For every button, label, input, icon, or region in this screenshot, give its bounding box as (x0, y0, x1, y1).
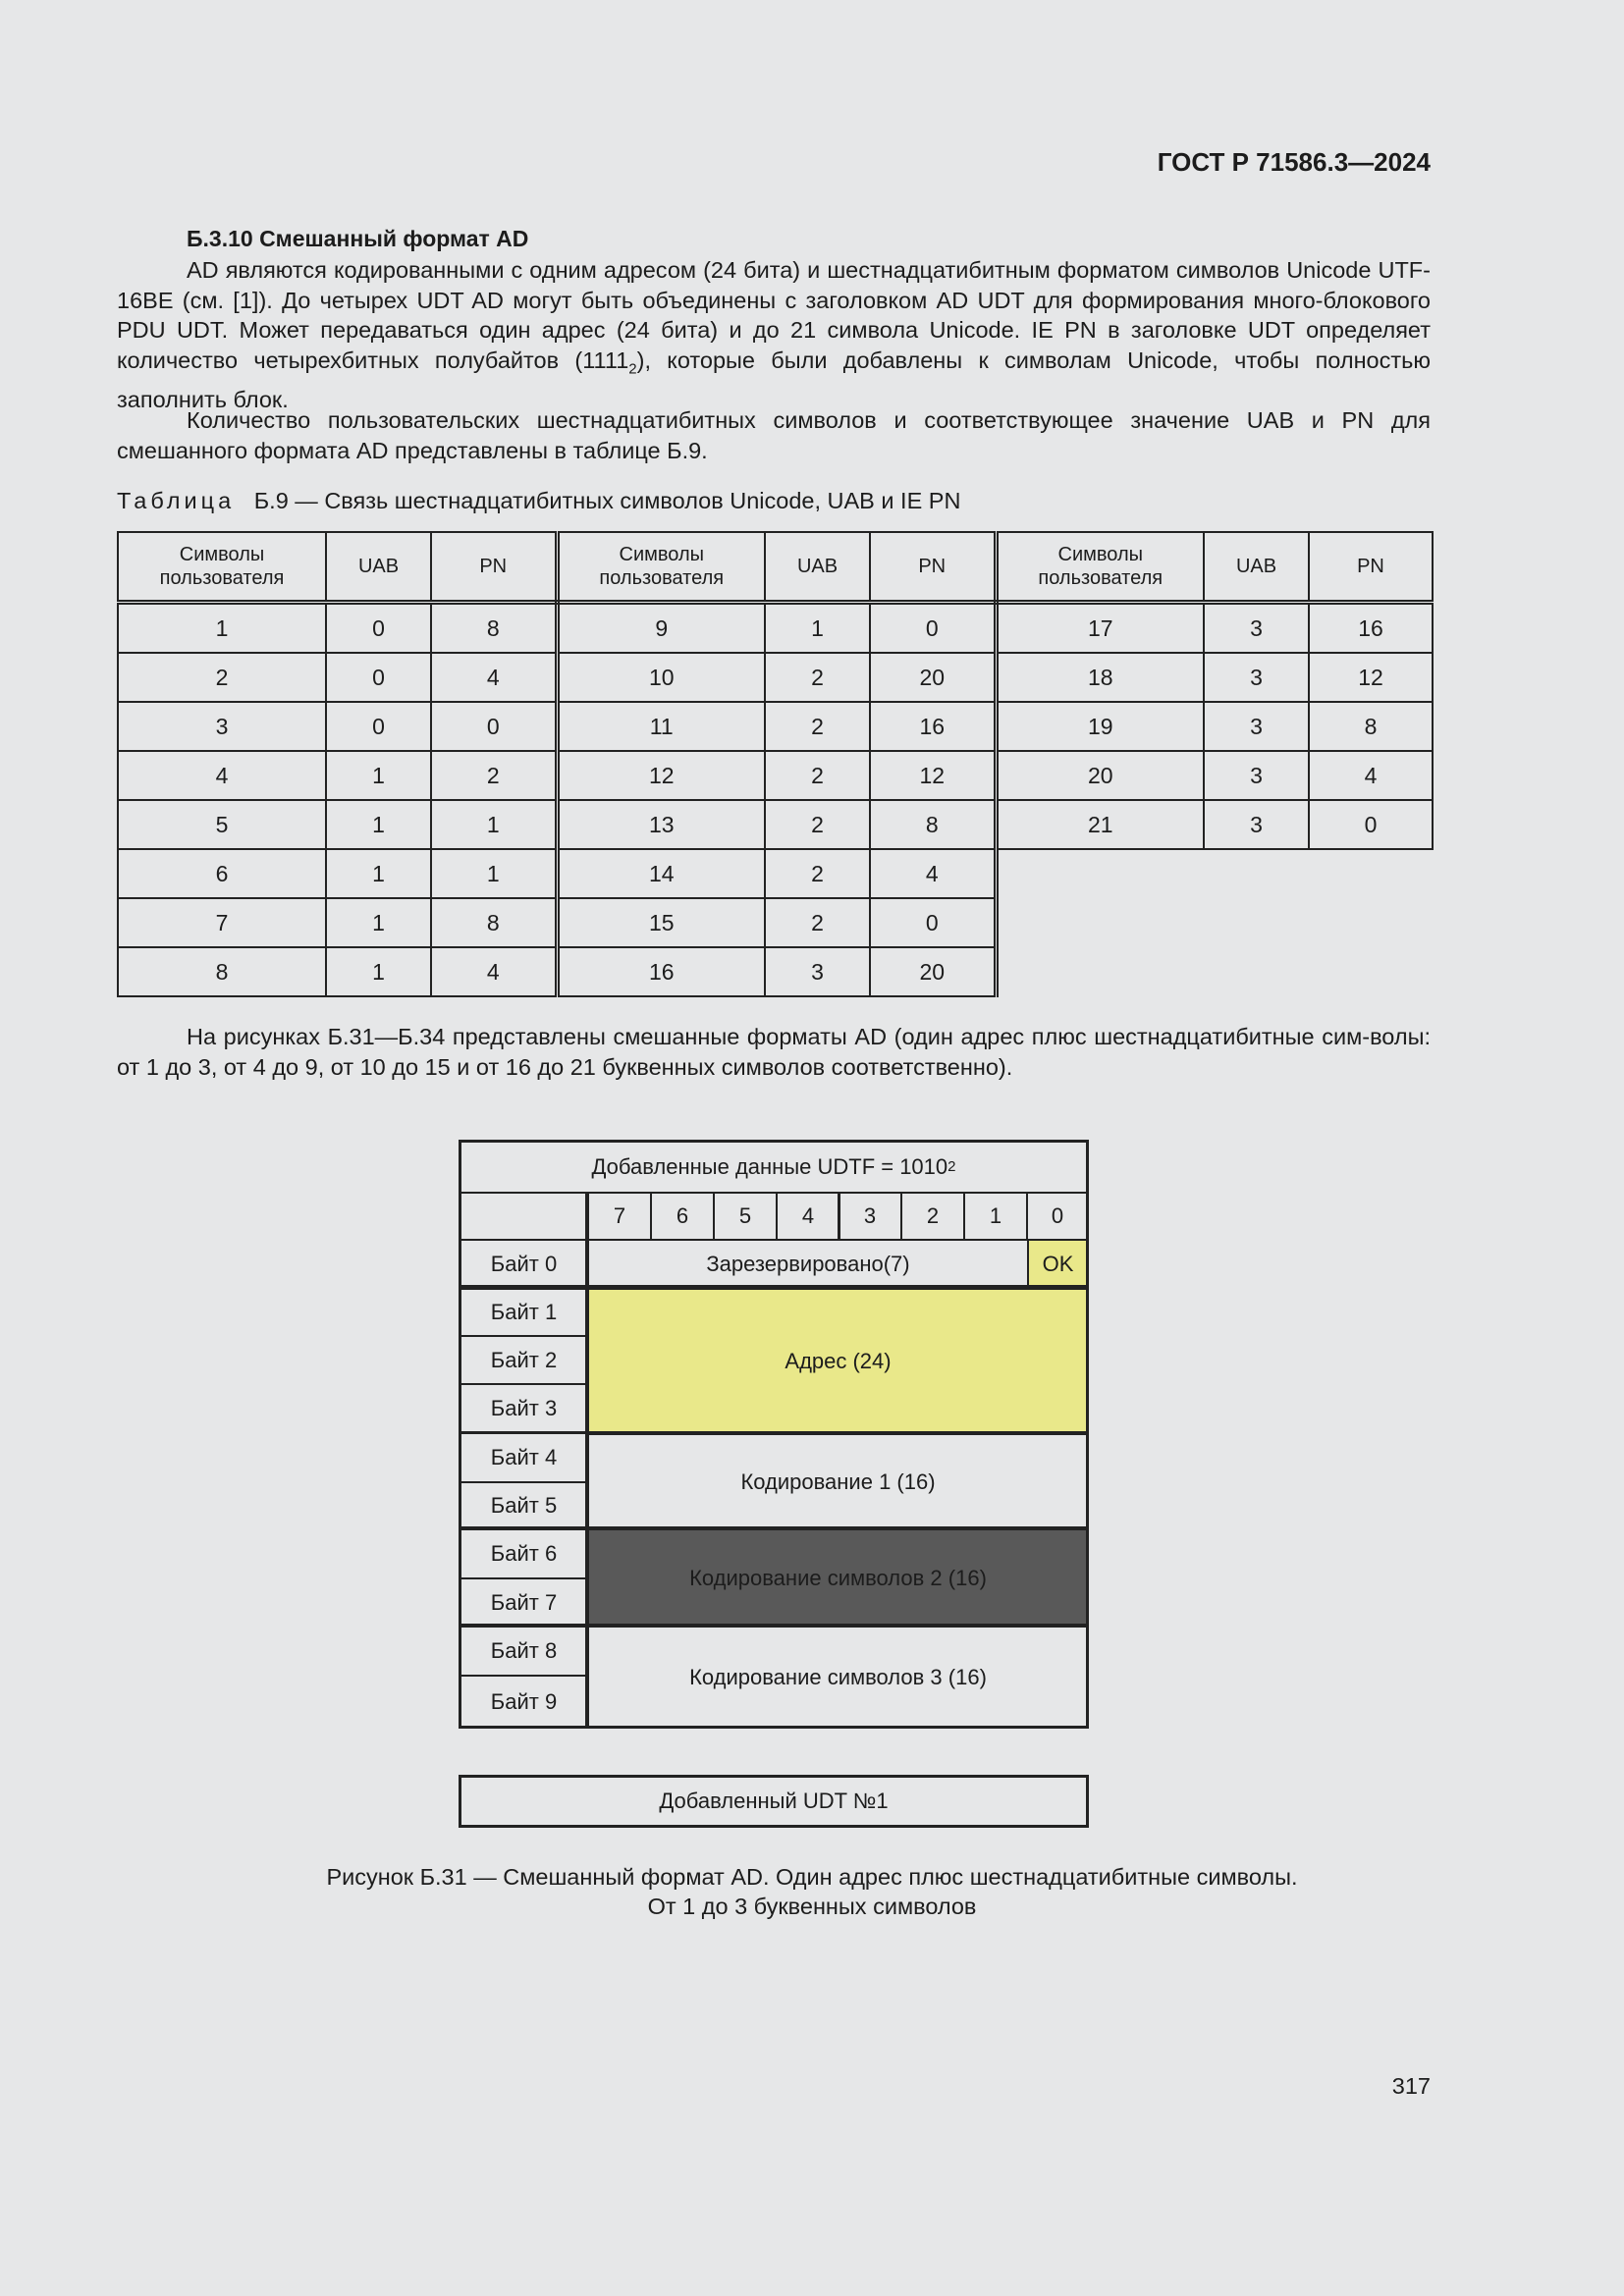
empty-cell (1309, 898, 1433, 947)
coding1-field: Кодирование 1 (16) (587, 1433, 1089, 1530)
cell-symbols: 17 (996, 603, 1204, 654)
cell-symbols: 1 (118, 603, 326, 654)
cell-symbols: 4 (118, 751, 326, 800)
cell-pn: 4 (870, 849, 996, 898)
cell-uab: 2 (765, 751, 870, 800)
empty-cell (1309, 947, 1433, 996)
cell-pn: 1 (431, 849, 557, 898)
byte-label: Байт 1 (459, 1288, 589, 1337)
group-separator (459, 1431, 1089, 1434)
paragraph-intro (117, 255, 1431, 414)
table-row (118, 947, 1433, 996)
cell-symbols: 14 (557, 849, 765, 898)
cell-pn: 0 (870, 603, 996, 654)
figure-caption-line1: Рисунок Б.31 — Смешанный формат AD. Один адрес плюс шестнадцатибитные символы. (326, 1864, 1298, 1890)
cell-pn: 8 (431, 603, 557, 654)
empty-cell (1204, 849, 1309, 898)
empty-cell (996, 898, 1204, 947)
cell-pn: 8 (431, 898, 557, 947)
table-row (118, 702, 1433, 751)
paragraph-intro-part2: ), которые были добавлены к символам Unicode, чтобы полностью заполнить блок. (117, 347, 1432, 412)
cell-pn: 20 (870, 947, 996, 996)
byte-label: Байт 7 (459, 1577, 589, 1628)
table-caption-text: Б.9 — Связь шестнадцатибитных символов Unicode, UAB и IE PN (253, 488, 961, 513)
cell-symbols: 3 (118, 702, 326, 751)
header-uab: UAB (1204, 532, 1309, 603)
cell-uab: 1 (326, 947, 431, 996)
cell-symbols: 10 (557, 653, 765, 702)
cell-symbols: 6 (118, 849, 326, 898)
byte-label: Байт 8 (459, 1626, 589, 1677)
cell-uab: 3 (1204, 653, 1309, 702)
cell-uab: 1 (326, 898, 431, 947)
empty-cell (1309, 849, 1433, 898)
cell-symbols: 18 (996, 653, 1204, 702)
cell-uab: 1 (326, 849, 431, 898)
table-row (118, 653, 1433, 702)
address-field: Адрес (24) (587, 1288, 1089, 1435)
cell-symbols: 5 (118, 800, 326, 849)
cell-uab: 2 (765, 898, 870, 947)
label-separator (585, 1192, 589, 1729)
diagram-title-subscript: 2 (947, 1158, 956, 1175)
cell-symbols: 11 (557, 702, 765, 751)
paragraph-figures-ref: На рисунках Б.31—Б.34 представлены смешанные форматы AD (один адрес плюс шестнадцатибитные сим-волы: от 1 до 3, от 4 до 9, от 10 до 15 и от 16 до 21 буквенных символов соответственно). (117, 1024, 1431, 1080)
cell-uab: 2 (765, 653, 870, 702)
paragraph-intro-part1: AD являются кодированными с одним адресом (24 бита) и шестнадцатибитным форматом символов Unicode UTF-16BE (см. [1]). До четырех UDT AD могут быть объединены с заголовком AD UDT для формирования много-блокового PDU UDT. Может передаваться один адрес (24 бита) и до 21 символа Unicode. IE PN в заголовке UDT определяет количество четырехбитных полубайтов (1111 (117, 257, 1431, 373)
bit-number: 6 (650, 1192, 715, 1241)
figure-caption-line2: От 1 до 3 буквенных символов (647, 1894, 977, 1919)
header-uab: UAB (765, 532, 870, 603)
bit-number: 3 (838, 1192, 902, 1241)
document-header: ГОСТ Р 71586.3—2024 (1157, 147, 1431, 177)
table-row (118, 751, 1433, 800)
cell-uab: 1 (326, 800, 431, 849)
cell-uab: 0 (326, 653, 431, 702)
cell-symbols: 9 (557, 603, 765, 654)
group-separator (459, 1624, 1089, 1627)
cell-pn: 2 (431, 751, 557, 800)
page-number: 317 (1391, 2073, 1431, 2099)
cell-symbols: 7 (118, 898, 326, 947)
byte-label: Байт 5 (459, 1481, 589, 1530)
cell-symbols: 16 (557, 947, 765, 996)
bit-number: 0 (1026, 1192, 1089, 1241)
cell-pn: 0 (870, 898, 996, 947)
cell-symbols: 20 (996, 751, 1204, 800)
cell-symbols: 8 (118, 947, 326, 996)
bit-number: 7 (587, 1192, 652, 1241)
cell-pn: 20 (870, 653, 996, 702)
reserved-field: Зарезервировано(7) (587, 1239, 1029, 1290)
cell-pn: 8 (1309, 702, 1433, 751)
cell-uab: 3 (1204, 800, 1309, 849)
ok-field: OK (1027, 1239, 1089, 1290)
coding3-field: Кодирование символов 3 (16) (587, 1626, 1089, 1729)
cell-pn: 12 (1309, 653, 1433, 702)
cell-pn: 16 (870, 702, 996, 751)
header-pn: PN (870, 532, 996, 603)
group-separator (459, 1526, 1089, 1529)
cell-uab: 1 (326, 751, 431, 800)
cell-symbols: 12 (557, 751, 765, 800)
cell-uab: 2 (765, 800, 870, 849)
empty-cell (1204, 947, 1309, 996)
paragraph-table-ref: Количество пользовательских шестнадцатибитных символов и соответствующее значение UAB и PN для смешанного формата AD представлены в таблице Б.9. (117, 407, 1431, 463)
cell-uab: 2 (765, 849, 870, 898)
header-pn: PN (431, 532, 557, 603)
bit-row-corner (459, 1192, 589, 1241)
byte-label: Байт 4 (459, 1432, 589, 1483)
header-pn: PN (1309, 532, 1433, 603)
group-separator (459, 1285, 1089, 1288)
table-caption (117, 488, 960, 514)
cell-symbols: 15 (557, 898, 765, 947)
uab-pn-table (117, 531, 1434, 997)
header-symbols: Символы пользователя (996, 532, 1204, 603)
empty-cell (996, 947, 1204, 996)
cell-symbols: 19 (996, 702, 1204, 751)
table-row (118, 849, 1433, 898)
cell-pn: 4 (1309, 751, 1433, 800)
cell-uab: 1 (765, 603, 870, 654)
cell-uab: 3 (1204, 603, 1309, 654)
coding2-field: Кодирование символов 2 (16) (587, 1528, 1089, 1628)
cell-uab: 2 (765, 702, 870, 751)
cell-uab: 3 (765, 947, 870, 996)
cell-pn: 16 (1309, 603, 1433, 654)
header-uab: UAB (326, 532, 431, 603)
cell-pn: 8 (870, 800, 996, 849)
cell-uab: 0 (326, 603, 431, 654)
diagram-title-text: Добавленные данные UDTF = 1010 (591, 1153, 948, 1179)
byte-label: Байт 2 (459, 1335, 589, 1385)
byte-label: Байт 6 (459, 1528, 589, 1579)
bit-number: 5 (713, 1192, 778, 1241)
cell-pn: 4 (431, 947, 557, 996)
cell-pn: 4 (431, 653, 557, 702)
cell-pn: 0 (1309, 800, 1433, 849)
table-caption-label: Таблица (117, 488, 236, 513)
header-symbols: Символы пользователя (557, 532, 765, 603)
cell-uab: 3 (1204, 702, 1309, 751)
subscript-base: 2 (628, 360, 637, 378)
section-title: Б.3.10 Смешанный формат AD (187, 226, 529, 251)
table-row (118, 800, 1433, 849)
cell-pn: 1 (431, 800, 557, 849)
cell-uab: 0 (326, 702, 431, 751)
diagram-title (459, 1140, 1089, 1194)
bit-number: 1 (963, 1192, 1028, 1241)
table-header-row (118, 532, 1433, 603)
cell-uab: 3 (1204, 751, 1309, 800)
added-udt-box: Добавленный UDT №1 (459, 1775, 1089, 1828)
cell-symbols: 13 (557, 800, 765, 849)
bit-number: 2 (900, 1192, 965, 1241)
cell-pn: 0 (431, 702, 557, 751)
cell-pn: 12 (870, 751, 996, 800)
empty-cell (1204, 898, 1309, 947)
header-symbols: Символы пользователя (118, 532, 326, 603)
cell-symbols: 21 (996, 800, 1204, 849)
bit-number: 4 (776, 1192, 840, 1241)
cell-symbols: 2 (118, 653, 326, 702)
byte-label: Байт 0 (459, 1239, 589, 1290)
byte-label: Байт 3 (459, 1383, 589, 1434)
table-row (118, 898, 1433, 947)
empty-cell (996, 849, 1204, 898)
byte-label: Байт 9 (459, 1675, 589, 1729)
table-row (118, 603, 1433, 654)
